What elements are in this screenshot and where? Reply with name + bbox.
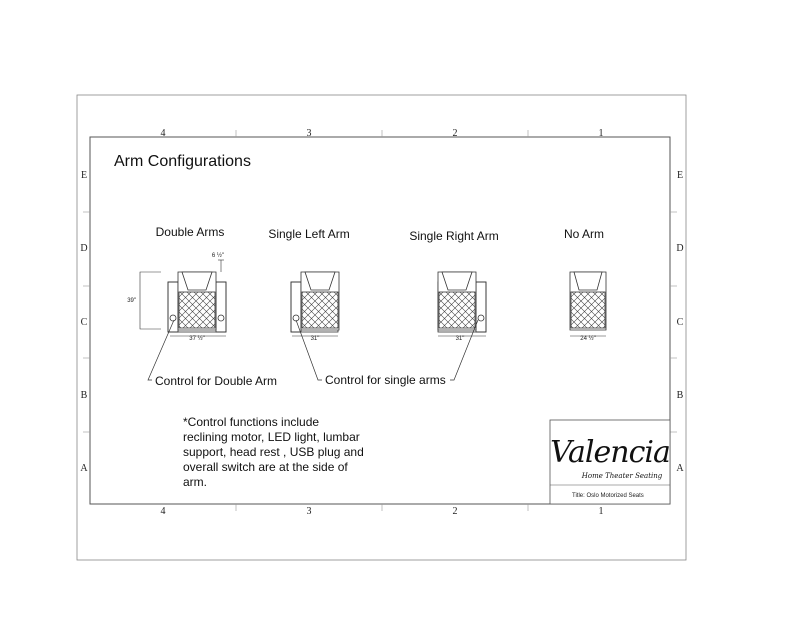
row-labels-right — [676, 170, 684, 474]
row-label: C — [80, 317, 88, 328]
seat-no-arm — [570, 272, 606, 330]
seat-single-right — [438, 272, 486, 332]
note-line: support, head rest , USB plug and — [183, 445, 364, 459]
col-label: 3 — [306, 506, 312, 517]
col-label: 3 — [306, 128, 312, 139]
row-labels-left — [80, 170, 88, 474]
note-line: *Control functions include — [183, 415, 320, 429]
dim-width-single-left: 31" — [310, 336, 320, 342]
col-label: 4 — [160, 506, 166, 517]
note-line: arm. — [183, 475, 207, 489]
title-block — [550, 420, 670, 504]
brand-logo: Valencia — [550, 435, 670, 470]
config-label-no-arm: No Arm — [563, 227, 605, 241]
row-label: B — [676, 390, 684, 401]
col-label: 2 — [452, 128, 458, 139]
row-label: D — [80, 243, 88, 254]
callout-double-arm: Control for Double Arm — [155, 374, 278, 388]
row-label: A — [80, 463, 88, 474]
config-label-double: Double Arms — [155, 225, 225, 239]
brand-tagline: Home Theater Seating — [581, 472, 663, 480]
row-label: B — [80, 390, 88, 401]
seat-single-left — [291, 272, 339, 332]
row-label: A — [676, 463, 684, 474]
seat-double-arms — [168, 272, 226, 332]
dim-depth: 6 ½" — [211, 253, 224, 259]
col-label: 4 — [160, 128, 166, 139]
row-label: E — [80, 170, 88, 181]
dim-width-no-arm: 24 ½" — [580, 336, 596, 342]
config-label-single-left: Single Left Arm — [268, 227, 350, 241]
page-title: Arm Configurations — [114, 153, 251, 170]
row-label: E — [676, 170, 684, 181]
col-label: 1 — [598, 506, 604, 517]
drawing-title: Title: Oslo Motorized Seats — [572, 493, 644, 499]
config-label-single-right: Single Right Arm — [409, 229, 499, 243]
dim-width-single-right: 31" — [455, 336, 465, 342]
row-label: C — [676, 317, 684, 328]
col-label: 2 — [452, 506, 458, 517]
note-line: reclining motor, LED light, lumbar — [183, 430, 360, 444]
control-note — [183, 415, 364, 489]
col-label: 1 — [598, 128, 604, 139]
dim-width-double: 37 ½" — [189, 336, 205, 342]
dim-height: 39" — [127, 298, 136, 304]
note-line: overall switch are at the side of — [183, 460, 348, 474]
row-label: D — [676, 243, 684, 254]
callout-single-arms: Control for single arms — [325, 373, 446, 387]
